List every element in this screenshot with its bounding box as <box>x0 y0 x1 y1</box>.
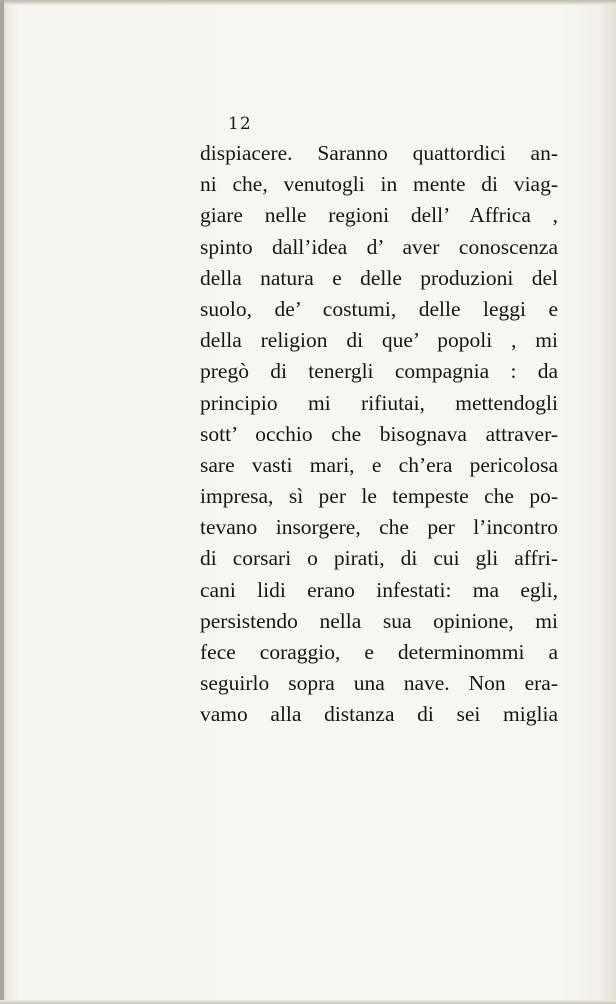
text-line: impresa, sì per le tempeste che po- <box>200 484 558 509</box>
page-binding-edge <box>0 0 4 1004</box>
text-line: spinto dall’idea d’ aver conoscenza <box>200 234 558 259</box>
text-line: cani lidi erano infestati: ma egli, <box>200 577 558 602</box>
page-top-edge <box>0 0 616 5</box>
text-line: tevano insorgere, che per l’incontro <box>200 515 558 540</box>
text-line: della religion di que’ popoli , mi <box>200 328 558 353</box>
text-line: seguirlo sopra una nave. Non era- <box>200 671 558 696</box>
text-line: ni che, venutogli in mente di viag- <box>200 172 558 197</box>
text-line: di corsari o pirati, di cui gli affri- <box>200 546 558 571</box>
text-line: suolo, de’ costumi, delle leggi e <box>200 296 558 321</box>
page-bottom-edge <box>0 1000 616 1004</box>
text-line: vamo alla distanza di sei miglia <box>200 702 558 727</box>
text-line: fece coraggio, e determinommi a <box>200 640 558 664</box>
page-number: 12 <box>228 114 252 134</box>
text-line: dispiacere. Saranno quattordici an- <box>200 141 558 165</box>
text-line: giare nelle regioni dell’ Affrica , <box>200 203 558 228</box>
text-line: della natura e delle produzioni del <box>200 265 558 290</box>
body-text <box>200 138 558 731</box>
text-line: sott’ occhio che bisognava attraver- <box>200 421 558 446</box>
text-line: sare vasti mari, e ch’era pericolosa <box>200 452 558 477</box>
text-line: principio mi rifiutai, mettendogli <box>200 390 558 415</box>
text-line: persistendo nella sua opinione, mi <box>200 608 558 633</box>
text-line: pregò di tenergli compagnia : da <box>200 359 558 384</box>
